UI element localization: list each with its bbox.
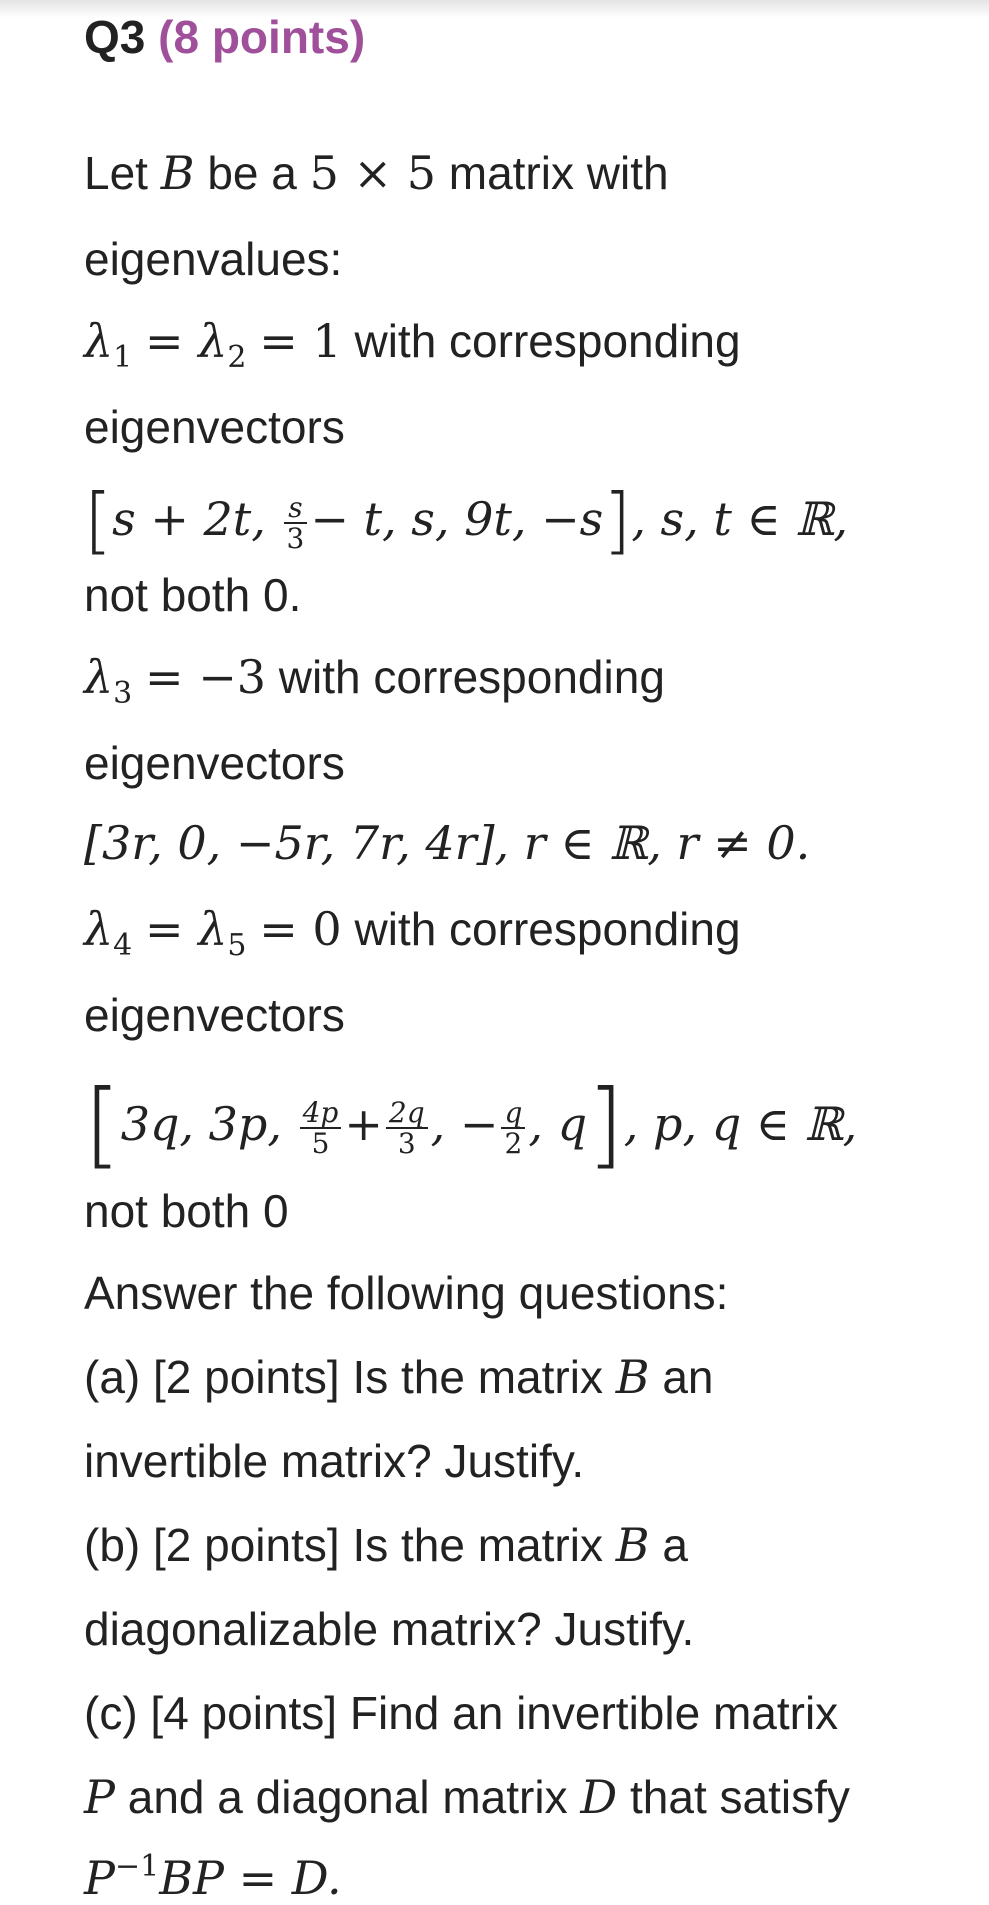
- lambda-1-symbol: $\lambda_1$: [84, 314, 133, 375]
- lambda-3-symbol: $\lambda_3$: [84, 650, 133, 711]
- with-corresponding-text: with corresponding: [278, 651, 665, 703]
- matrix-size: 5 × 5: [309, 146, 436, 200]
- question-heading: [84, 10, 365, 64]
- eigenvalue-1-2-value: 1: [312, 314, 342, 368]
- question-c-equation: $P^{-1}BP = D$.: [84, 1849, 342, 1905]
- eigenvalue-3-value: −3: [198, 650, 267, 704]
- eigenvalue-3-line: $\lambda_3 = -3$ with corresponding: [84, 650, 665, 711]
- question-number: Q3: [84, 11, 146, 63]
- eigenvector-1-2-expression: [s + 2t, $\frac{s}{3}$ − t, s, 9t, −s], s, t ∈ ℝ,: [84, 478, 849, 562]
- fraction-4p-over-5: $\frac{4p}{5}$: [300, 1098, 342, 1159]
- lambda-4-symbol: $\lambda_4$: [84, 902, 133, 963]
- question-c-line-2: P and a diagonal matrix D that satisfy: [84, 1770, 850, 1824]
- questions-intro: Answer the following questions:: [84, 1267, 729, 1319]
- fraction-q-over-2: $\frac{q}{2}$: [501, 1098, 525, 1159]
- eigenvectors-label-4-5: eigenvectors: [84, 989, 345, 1041]
- fraction-s-over-3: $\frac{s}{3}$: [284, 493, 308, 554]
- with-corresponding-text: with corresponding: [354, 903, 741, 955]
- vector-component-start: 3q, 3p,: [120, 1097, 282, 1151]
- eigenvector-4-5-note: not both 0: [84, 1185, 289, 1237]
- eigenvector-4-5-expression: [3q, 3p, $\frac{4p}{5}$ + $\frac{2q}{3}$ , − $\frac{q}{2}$ , q], p, q ∈ ℝ,: [84, 1070, 858, 1179]
- question-a-line-2: invertible matrix? Justify.: [84, 1435, 585, 1487]
- intro-line-1: [84, 146, 669, 200]
- matrix-variable: B: [160, 146, 195, 200]
- lambda-2-symbol: $\lambda_2$: [198, 314, 247, 375]
- fraction-2q-over-3: $\frac{2q}{3}$: [386, 1098, 428, 1159]
- eigenvector-1-2-note: not both 0.: [84, 569, 302, 621]
- eigenvalue-1-2-line: $\lambda_1 = \lambda_2 = 1$ with corresponding: [84, 314, 741, 375]
- vector-component-rest: − t, s, 9t, −s: [310, 492, 604, 546]
- eigenvalue-4-5-value: 0: [312, 902, 342, 956]
- question-b-line-1: (b) [2 points] Is the matrix B a: [84, 1518, 688, 1572]
- eigenvector-3-expression: [3r, 0, −5r, 7r, 4r], r ∈ ℝ, r ≠ 0.: [84, 816, 811, 870]
- question-a-line-1: (a) [2 points] Is the matrix B an: [84, 1350, 714, 1404]
- eigenvectors-label-3: eigenvectors: [84, 737, 345, 789]
- eigenvalue-4-5-line: $\lambda_4 = \lambda_5 = 0$ with corresponding: [84, 902, 741, 963]
- question-b-line-2: diagonalizable matrix? Justify.: [84, 1603, 695, 1655]
- with-corresponding-text: with corresponding: [354, 315, 741, 367]
- eigenvalues-label: eigenvalues:: [84, 233, 343, 285]
- question-points: (8 points): [158, 11, 366, 63]
- intro-text-let: Let: [84, 147, 148, 199]
- question-c-line-1: (c) [4 points] Find an invertible matrix: [84, 1687, 839, 1739]
- intro-text-matrix-with: matrix with: [448, 147, 669, 199]
- vector-parameters: , p, q ∈ ℝ,: [623, 1097, 858, 1151]
- vector-parameters: , s, t ∈ ℝ,: [631, 492, 849, 546]
- vector-component-start: s + 2t,: [112, 492, 266, 546]
- intro-line-2: [84, 233, 343, 285]
- eigenvectors-label-1: eigenvectors: [84, 401, 345, 453]
- lambda-5-symbol: $\lambda_5$: [198, 902, 247, 963]
- intro-text-be-a: be a: [207, 147, 297, 199]
